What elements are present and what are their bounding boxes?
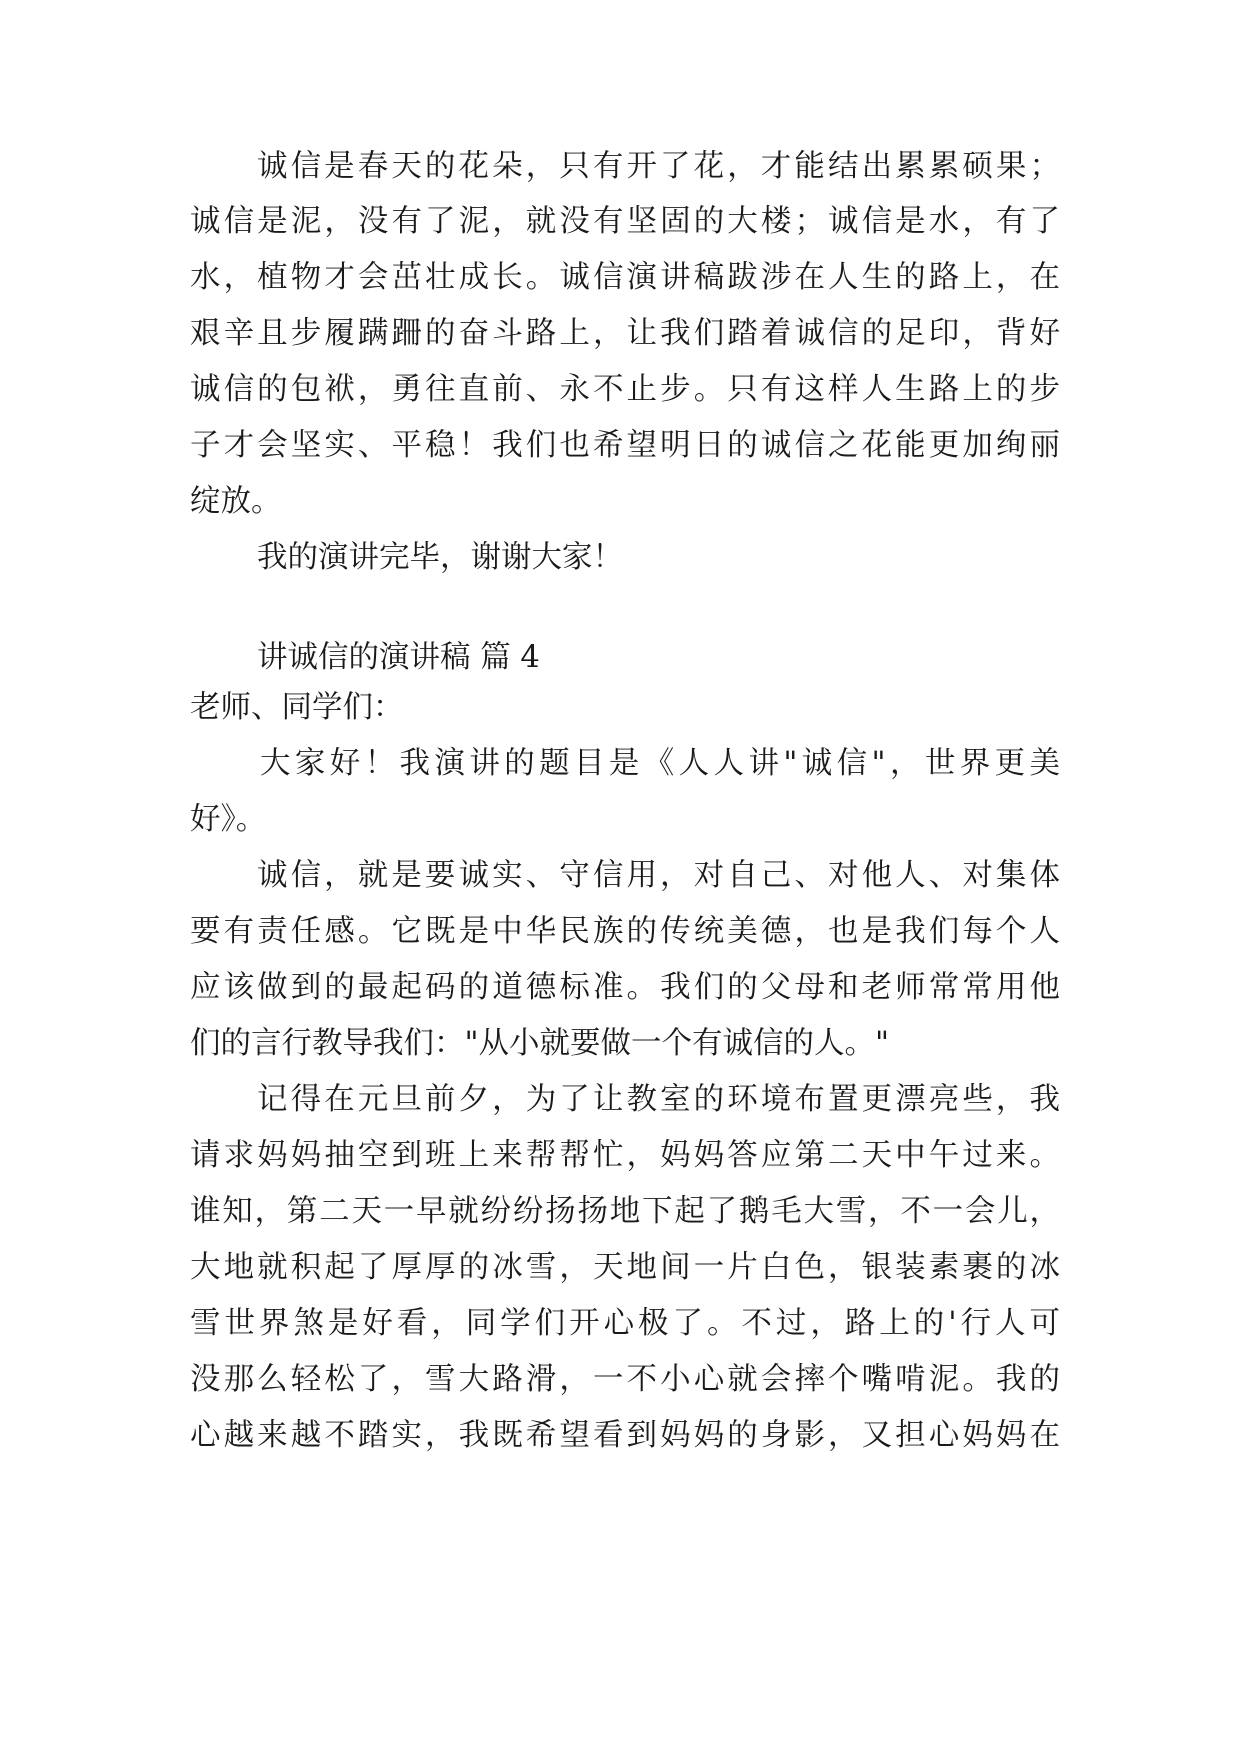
paragraph-2: 我的演讲完毕，谢谢大家！ (257, 540, 623, 575)
paragraph-5-line-3: 谁知，第二天一早就纷纷扬扬地下起了鹅毛大雪，不一会儿， (190, 1194, 1060, 1229)
paragraph-5-line-1: 记得在元旦前夕，为了让教室的环境布置更漂亮些，我 (257, 1082, 1060, 1117)
paragraph-5-line-5: 雪世界煞是好看，同学们开心极了。不过，路上的'行人可 (190, 1306, 1060, 1341)
paragraph-4-line-3: 应该做到的最起码的道德标准。我们的父母和老师常常用他 (190, 970, 1060, 1005)
paragraph-4-line-4: 们的言行教导我们："从小就要做一个有诚信的人。" (190, 1026, 890, 1061)
paragraph-5-line-7: 心越来越不踏实，我既希望看到妈妈的身影，又担心妈妈在 (190, 1418, 1060, 1453)
paragraph-1-line-7: 绽放。 (190, 484, 282, 519)
paragraph-4-line-2: 要有责任感。它既是中华民族的传统美德，也是我们每个人 (190, 914, 1060, 949)
paragraph-1-line-1: 诚信是春天的花朵，只有开了花，才能结出累累硕果； (257, 149, 1060, 184)
paragraph-1-line-2: 诚信是泥，没有了泥，就没有坚固的大楼；诚信是水，有了 (190, 204, 1060, 239)
paragraph-1-line-5: 诚信的包袱，勇往直前、永不止步。只有这样人生路上的步 (190, 372, 1060, 407)
paragraph-3-line-1: 大家好！我演讲的题目是《人人讲"诚信"，世界更美 (260, 746, 1060, 781)
salutation: 老师、同学们： (190, 690, 404, 725)
paragraph-1-line-6: 子才会坚实、平稳！我们也希望明日的诚信之花能更加绚丽 (190, 428, 1060, 463)
paragraph-1-line-3: 水，植物才会茁壮成长。诚信演讲稿跋涉在人生的路上，在 (190, 260, 1060, 295)
paragraph-4-line-1: 诚信，就是要诚实、守信用，对自己、对他人、对集体 (257, 858, 1060, 893)
paragraph-3-line-2: 好》。 (190, 802, 267, 837)
paragraph-5-line-4: 大地就积起了厚厚的冰雪，天地间一片白色，银装素裹的冰 (190, 1250, 1060, 1285)
paragraph-5-line-2: 请求妈妈抽空到班上来帮帮忙，妈妈答应第二天中午过来。 (190, 1138, 1060, 1173)
section-heading: 讲诚信的演讲稿 篇 4 (257, 640, 540, 675)
paragraph-5-line-6: 没那么轻松了，雪大路滑，一不小心就会摔个嘴啃泥。我的 (190, 1362, 1060, 1397)
paragraph-1-line-4: 艰辛且步履蹒跚的奋斗路上，让我们踏着诚信的足印，背好 (190, 316, 1060, 351)
